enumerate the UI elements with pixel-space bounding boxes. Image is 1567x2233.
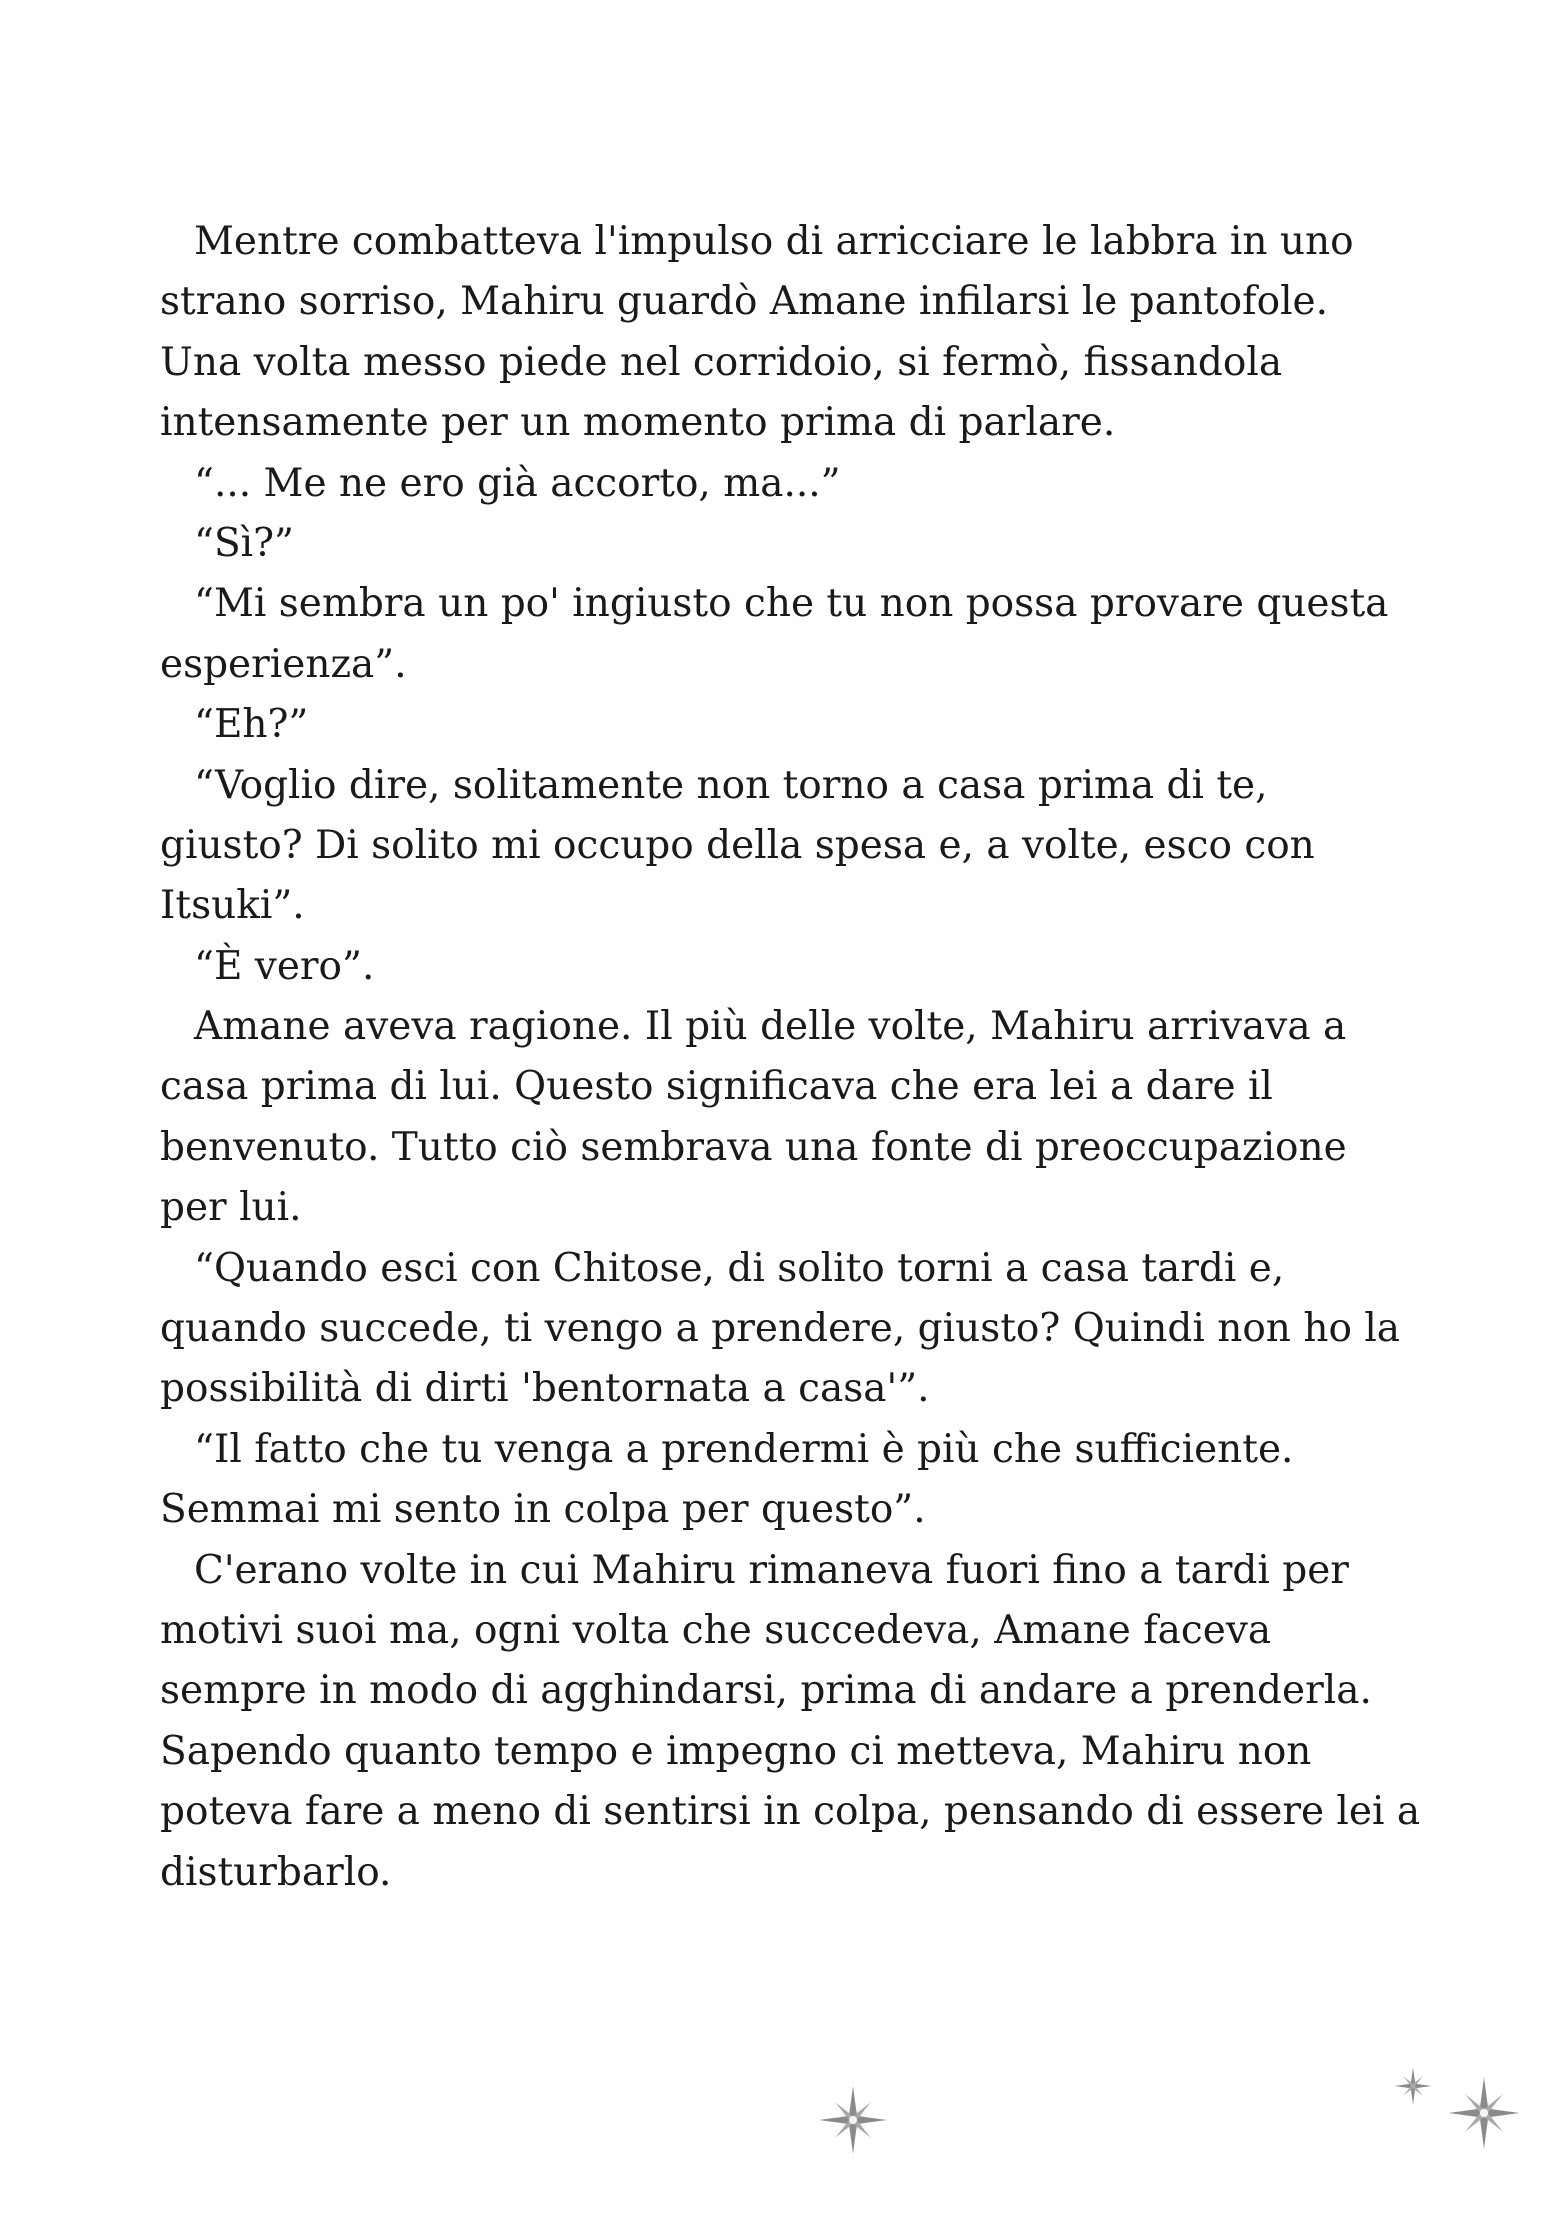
text-line: poteva fare a meno di sentirsi in colpa, pensando di essere lei a bbox=[160, 1789, 1421, 1835]
body-text bbox=[160, 212, 1430, 1903]
text-line: casa prima di lui. Questo significava che era lei a dare il bbox=[160, 1064, 1273, 1110]
text-line: Semmai mi sento in colpa per questo”. bbox=[160, 1487, 926, 1533]
text-line: Una volta messo piede nel corridoio, si fermò, fissandola bbox=[160, 339, 1283, 385]
text-line: esperienza”. bbox=[160, 641, 407, 687]
text-line: sempre in modo di agghindarsi, prima di andare a prenderla. bbox=[160, 1668, 1372, 1714]
text-line: Sapendo quanto tempo e impegno ci metteva, Mahiru non bbox=[160, 1728, 1312, 1774]
text-line: Mentre combatteva l'impulso di arricciare le labbra in uno bbox=[194, 219, 1354, 264]
text-line: disturbarlo. bbox=[160, 1849, 392, 1895]
text-line: “... Me ne ero già accorto, ma...” bbox=[194, 460, 841, 506]
text-line: giusto? Di solito mi occupo della spesa e, a volte, esco con bbox=[160, 822, 1315, 868]
text-line: quando succede, ti vengo a prendere, giusto? Quindi non ho la bbox=[160, 1306, 1401, 1352]
text-line: motivi suoi ma, ogni volta che succedeva, Amane faceva bbox=[160, 1607, 1272, 1653]
text-line: possibilità di dirti 'bentornata a casa'”. bbox=[160, 1366, 930, 1412]
sparkle-icon bbox=[1394, 2067, 1431, 2104]
text-line: “È vero”. bbox=[194, 943, 375, 989]
text-line: Itsuki”. bbox=[160, 883, 305, 929]
text-line: intensamente per un momento prima di parlare. bbox=[160, 400, 1116, 446]
sparkle-icon bbox=[1448, 2077, 1519, 2148]
text-line: “Quando esci con Chitose, di solito torni a casa tardi e, bbox=[194, 1245, 1285, 1291]
text-line: “Mi sembra un po' ingiusto che tu non possa provare questa bbox=[194, 581, 1389, 627]
text-line: C'erano volte in cui Mahiru rimaneva fuori fino a tardi per bbox=[194, 1547, 1349, 1593]
text-line: “Voglio dire, solitamente non torno a casa prima di te, bbox=[194, 762, 1268, 808]
text-line: benvenuto. Tutto ciò sembrava una fonte di preoccupazione bbox=[160, 1124, 1347, 1170]
text-line: “Eh?” bbox=[194, 702, 309, 748]
sparkle-icon bbox=[819, 2086, 887, 2154]
text-line: per lui. bbox=[160, 1185, 302, 1231]
text-line: “Il fatto che tu venga a prendermi è più che sufficiente. bbox=[194, 1426, 1294, 1472]
text-line: Amane aveva ragione. Il più delle volte, Mahiru arrivava a bbox=[194, 1004, 1347, 1050]
text-line: strano sorriso, Mahiru guardò Amane infilarsi le pantofole. bbox=[160, 279, 1329, 325]
text-line: “Sì?” bbox=[194, 520, 294, 566]
